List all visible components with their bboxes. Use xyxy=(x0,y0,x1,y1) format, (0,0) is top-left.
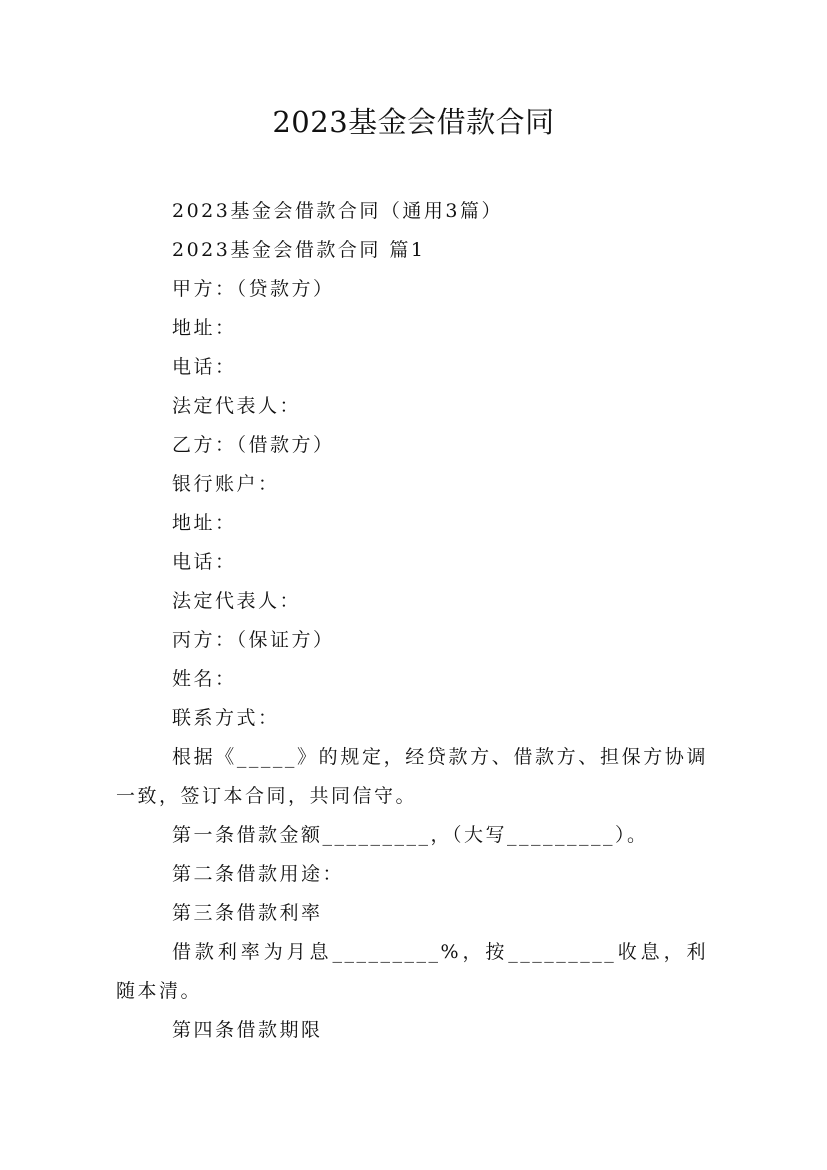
paragraph-party-b-address: 地址： xyxy=(172,512,237,534)
paragraph-article-2-purpose: 第二条借款用途： xyxy=(172,863,345,885)
paragraph-article-3-interest: 第三条借款利率 xyxy=(172,902,323,924)
paragraph-subheading: 2023基金会借款合同 篇1 xyxy=(172,239,426,261)
paragraph-party-b-bank-account: 银行账户： xyxy=(172,473,280,495)
paragraph-article-4-term: 第四条借款期限 xyxy=(172,1019,323,1041)
paragraph-party-b: 乙方：（借款方） xyxy=(172,434,335,456)
document-body xyxy=(116,192,708,1050)
paragraph-party-a-representative: 法定代表人： xyxy=(172,395,302,417)
paragraph-party-c-name: 姓名： xyxy=(172,668,237,690)
paragraph-heading: 2023基金会借款合同（通用3篇） xyxy=(172,200,503,222)
document-title: 2023基金会借款合同 xyxy=(272,105,555,139)
paragraph-party-b-representative: 法定代表人： xyxy=(172,590,302,612)
paragraph-party-c: 丙方：（保证方） xyxy=(172,629,335,651)
paragraph-article-1-amount: 第一条借款金额_________，（大写_________）。 xyxy=(172,824,649,846)
paragraph-party-a-address: 地址： xyxy=(172,317,237,339)
paragraph-party-a: 甲方：（贷款方） xyxy=(172,278,335,300)
paragraph-party-c-contact: 联系方式： xyxy=(172,707,280,729)
paragraph-party-b-phone: 电话： xyxy=(172,551,237,573)
paragraph-interest-terms: 借款利率为月息_________%，按_________收息，利随本清。 xyxy=(116,941,708,1002)
paragraph-party-a-phone: 电话： xyxy=(172,356,237,378)
paragraph-agreement-basis: 根据《_____》的规定，经贷款方、借款方、担保方协调一致，签订本合同，共同信守。 xyxy=(116,746,708,807)
